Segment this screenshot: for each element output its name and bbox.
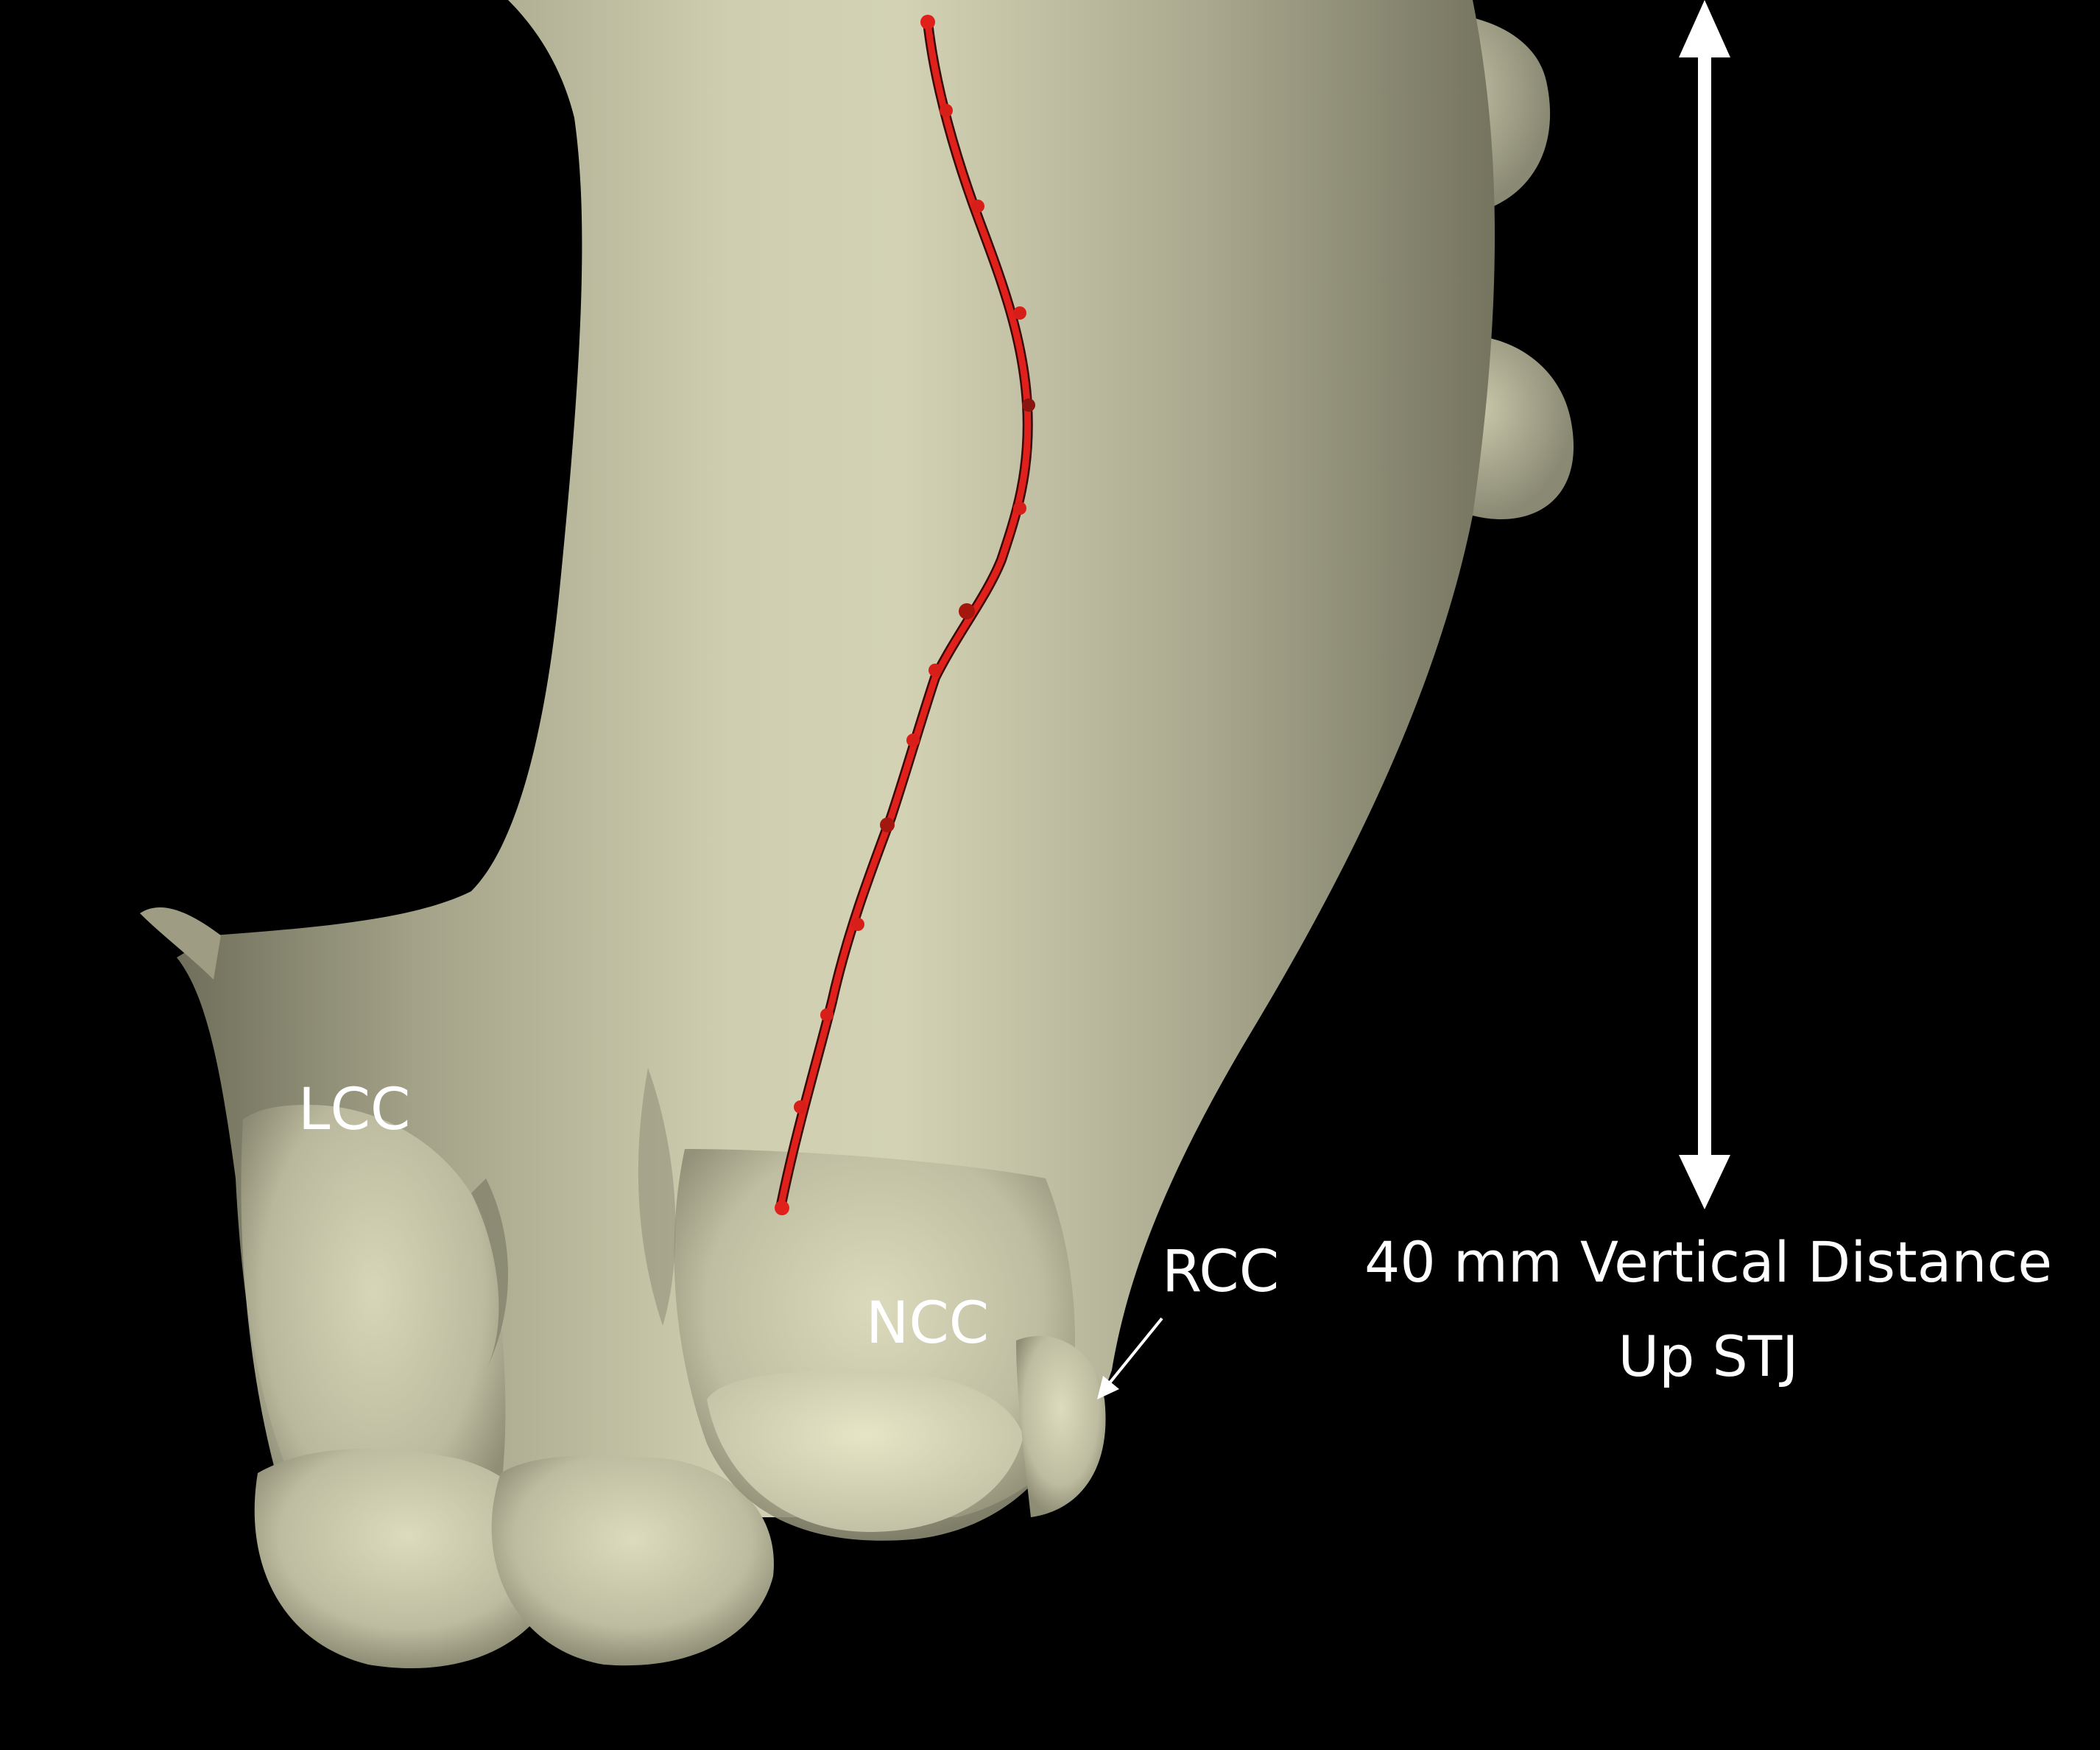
centerline-point (775, 1201, 789, 1215)
ncc-label: NCC (866, 1290, 990, 1357)
centerline-point (929, 664, 942, 677)
left-tissue-tip (140, 907, 221, 980)
centerline-point (1013, 306, 1026, 320)
double-headed-vertical-arrow-icon (1679, 0, 1730, 1209)
distance-caption-line-1: 40 mm Vertical Distance (1364, 1229, 2053, 1295)
centerline-point (920, 15, 935, 29)
centerline-point (820, 1008, 834, 1022)
centerline-point (851, 918, 864, 931)
rcc-label: RCC (1162, 1239, 1280, 1305)
centerline-point (1013, 502, 1026, 515)
centerline-point (959, 603, 975, 619)
centerline-point (906, 734, 920, 747)
distance-caption (1318, 1215, 2099, 1404)
centerline-point (880, 818, 895, 832)
centerline-point (940, 104, 953, 117)
centerline-point (971, 200, 984, 213)
middle-lower-lobe (492, 1455, 774, 1665)
centerline-point (794, 1100, 807, 1114)
centerline-point (1022, 398, 1035, 412)
lcc-label: LCC (298, 1077, 411, 1143)
distance-caption-line-2: Up STJ (1618, 1324, 1799, 1389)
